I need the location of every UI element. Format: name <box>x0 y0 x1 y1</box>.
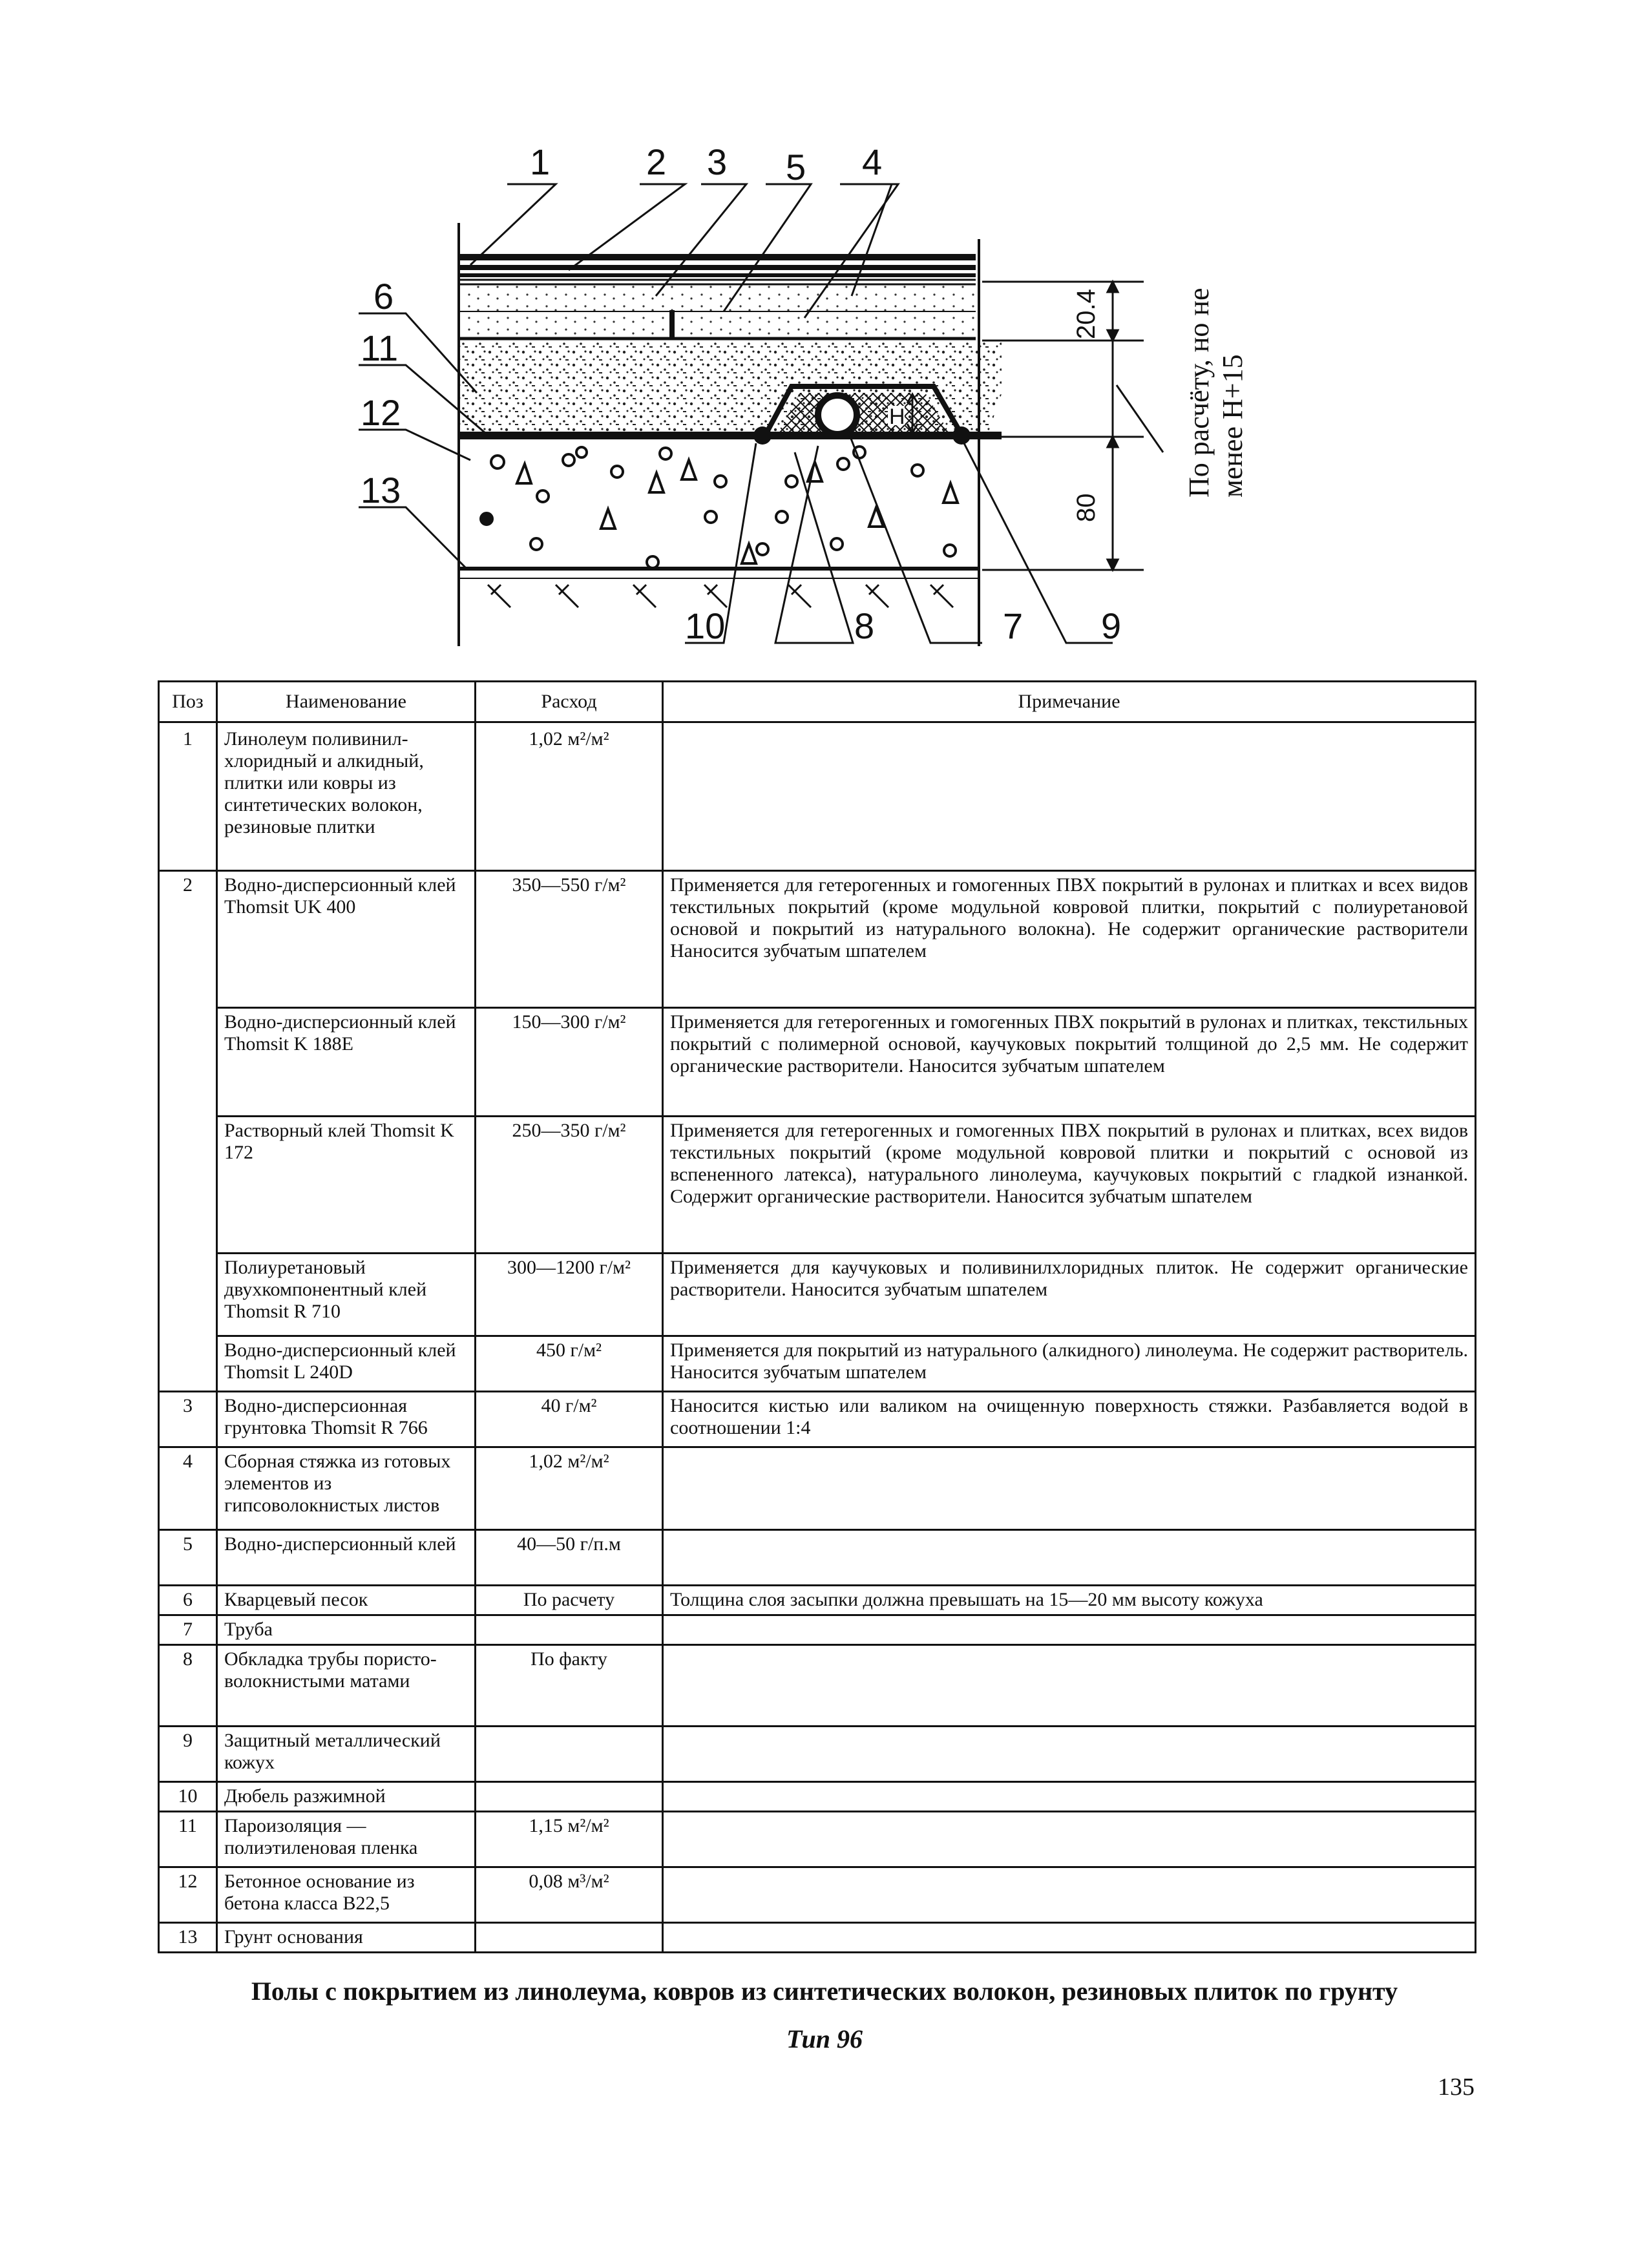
row-rate: 40 г/м² <box>476 1392 663 1447</box>
row-name: Водно-дисперсионный клей Thomsit K 188E <box>217 1008 476 1117</box>
header-pos: Поз <box>159 682 217 722</box>
table-row <box>159 871 1476 1008</box>
row-name: Полиуретановый двухкомпонентный клей Thomsit R 710 <box>217 1254 476 1336</box>
row-name: Водно-дисперсионная грунтовка Thomsit R 766 <box>217 1392 476 1447</box>
row-rate: По факту <box>476 1645 663 1727</box>
table-row <box>159 1867 1476 1923</box>
screed-layer <box>459 284 976 339</box>
callout-5: 5 <box>786 147 806 187</box>
row-pos: 2 <box>159 871 217 1008</box>
dimension-top-label: 20.4 <box>1072 289 1100 339</box>
row-pos: 4 <box>159 1447 217 1530</box>
callout-12: 12 <box>361 392 401 433</box>
table-row <box>159 1530 1476 1586</box>
row-note <box>663 1812 1476 1867</box>
row-name: Труба <box>217 1615 476 1645</box>
table-row <box>159 1392 1476 1447</box>
page-title: Полы с покрытием из линолеума, ковров из синтетических волокон, резиновых плиток по грунту <box>251 1977 1398 2006</box>
header-rate: Расход <box>476 682 663 722</box>
row-pos: 11 <box>159 1812 217 1867</box>
row-note <box>663 1447 1476 1530</box>
dimension-bottom-label: 80 <box>1072 493 1100 522</box>
row-pos <box>159 1254 217 1336</box>
row-rate: 1,15 м²/м² <box>476 1812 663 1867</box>
row-name: Сборная стяжка из готовых элементов из гипсоволокнистых листов <box>217 1447 476 1530</box>
pipe-height-label: Н <box>889 404 905 429</box>
table-row <box>159 1782 1476 1812</box>
callout-2: 2 <box>646 142 667 182</box>
table-row <box>159 722 1476 871</box>
row-pos: 13 <box>159 1923 217 1953</box>
row-name: Пароизоляция — полиэтиленовая пленка <box>217 1812 476 1867</box>
row-name: Водно-дисперсионный клей <box>217 1530 476 1586</box>
header-name: Наименование <box>217 682 476 722</box>
row-pos: 10 <box>159 1782 217 1812</box>
callout-7: 7 <box>1003 605 1024 646</box>
table-row <box>159 1336 1476 1392</box>
row-rate <box>476 1782 663 1812</box>
row-name: Бетонное основание из бетона класса В22,5 <box>217 1867 476 1923</box>
type-label: Тип 96 <box>786 2024 863 2053</box>
table-row <box>159 1615 1476 1645</box>
row-rate: 450 г/м² <box>476 1336 663 1392</box>
row-note <box>663 1615 1476 1645</box>
table-row <box>159 1812 1476 1867</box>
table-row <box>159 1254 1476 1336</box>
row-note <box>663 722 1476 871</box>
row-note <box>663 1727 1476 1782</box>
row-pos: 5 <box>159 1530 217 1586</box>
row-rate: 40—50 г/п.м <box>476 1530 663 1586</box>
row-pos: 12 <box>159 1867 217 1923</box>
row-note: Применяется для гетерогенных и гомогенных ПВХ покрытий в рулонах и плитках и всех видов текстильных покрытий (кроме модульной ковровой плитки, покрытий с полиуретановой основой и покрытий из натурального волокна). Не содержит органические растворители Наносится зубчатым шпателем <box>663 871 1476 1008</box>
row-pos <box>159 1336 217 1392</box>
row-name: Линолеум поливинил-хлоридный и алкидный, плитки или ковры из синтетических волокон, резиновые плитки <box>217 722 476 871</box>
row-name: Водно-дисперсионный клей Thomsit L 240D <box>217 1336 476 1392</box>
row-rate: 1,02 м²/м² <box>476 1447 663 1530</box>
row-name: Водно-дисперсионный клей Thomsit UK 400 <box>217 871 476 1008</box>
callout-6: 6 <box>373 276 394 317</box>
callout-10: 10 <box>685 605 726 646</box>
callout-13: 13 <box>361 470 401 510</box>
row-pos: 7 <box>159 1615 217 1645</box>
row-note <box>663 1645 1476 1727</box>
row-note: Наносится кистью или валиком на очищенную поверхность стяжки. Разбавляется водой в соотношении 1:4 <box>663 1392 1476 1447</box>
row-rate: 350—550 г/м² <box>476 871 663 1008</box>
row-pos <box>159 1008 217 1117</box>
callout-9: 9 <box>1101 605 1122 646</box>
header-note: Примечание <box>663 682 1476 722</box>
table-row <box>159 1645 1476 1727</box>
row-rate <box>476 1615 663 1645</box>
row-rate: 0,08 м³/м² <box>476 1867 663 1923</box>
concrete-base <box>481 446 958 568</box>
row-name: Растворный клей Thomsit K 172 <box>217 1117 476 1254</box>
callout-3: 3 <box>707 142 728 182</box>
row-pos: 3 <box>159 1392 217 1447</box>
side-note-line1: По расчёту, но не <box>1183 288 1215 498</box>
specification-table <box>158 680 1476 1953</box>
row-rate <box>476 1923 663 1953</box>
row-note: Толщина слоя засыпки должна превышать на 15—20 мм высоту кожуха <box>663 1586 1476 1615</box>
row-pos: 1 <box>159 722 217 871</box>
row-name: Грунт основания <box>217 1923 476 1953</box>
ground-line <box>459 569 979 578</box>
row-name: Кварцевый песок <box>217 1586 476 1615</box>
row-pos: 8 <box>159 1645 217 1727</box>
callout-8: 8 <box>854 605 875 646</box>
table-row <box>159 1117 1476 1254</box>
page-number: 135 <box>1438 2074 1475 2101</box>
row-rate: 150—300 г/м² <box>476 1008 663 1117</box>
row-note <box>663 1867 1476 1923</box>
table-row <box>159 1447 1476 1530</box>
row-note: Применяется для покрытий из натурального (алкидного) линолеума. Не содержит растворитель. Наносится зубчатым шпателем <box>663 1336 1476 1392</box>
table-header-row <box>159 682 1476 722</box>
row-rate: По расчету <box>476 1586 663 1615</box>
table-row <box>159 1727 1476 1782</box>
row-rate <box>476 1727 663 1782</box>
row-note: Применяется для гетерогенных и гомогенных ПВХ покрытий в рулонах и плитках, всех видов текстильных покрытий (кроме модульной ковровой плитки и покрытий с основой из вспененного латекса), натурального линолеума, каучуковых покрытий с гладкой изнанкой. Содержит органические растворители. Наносится зубчатым шпателем <box>663 1117 1476 1254</box>
table-row <box>159 1008 1476 1117</box>
row-rate: 250—350 г/м² <box>476 1117 663 1254</box>
row-pos: 9 <box>159 1727 217 1782</box>
row-note <box>663 1923 1476 1953</box>
row-rate: 1,02 м²/м² <box>476 722 663 871</box>
side-note-line2: менее Н+15 <box>1217 354 1248 498</box>
row-rate: 300—1200 г/м² <box>476 1254 663 1336</box>
row-name: Дюбель разжимной <box>217 1782 476 1812</box>
row-note: Применяется для гетерогенных и гомогенных ПВХ покрытий в рулонах и плитках, текстильных покрытий с полимерной основой, каучуковых покрытий толщиной до 2,5 мм. Не содержит органические растворители. Наносится зубчатым шпателем <box>663 1008 1476 1117</box>
soil-hatch <box>488 585 953 607</box>
floor-section-diagram <box>0 0 1649 678</box>
vapour-barrier <box>459 432 1002 439</box>
row-note: Применяется для каучуковых и поливинилхлоридных плиток. Не содержит органические растворители. Наносится зубчатым шпателем <box>663 1254 1476 1336</box>
table-row <box>159 1923 1476 1953</box>
row-note <box>663 1782 1476 1812</box>
row-name: Защитный металлический кожух <box>217 1727 476 1782</box>
callout-1: 1 <box>530 142 551 182</box>
row-pos <box>159 1117 217 1254</box>
row-name: Обкладка трубы пористо-волокнистыми матами <box>217 1645 476 1727</box>
callout-11: 11 <box>361 328 399 368</box>
row-pos: 6 <box>159 1586 217 1615</box>
table-row <box>159 1586 1476 1615</box>
linoleum-layer <box>459 254 976 280</box>
row-note <box>663 1530 1476 1586</box>
callout-4: 4 <box>862 142 883 182</box>
